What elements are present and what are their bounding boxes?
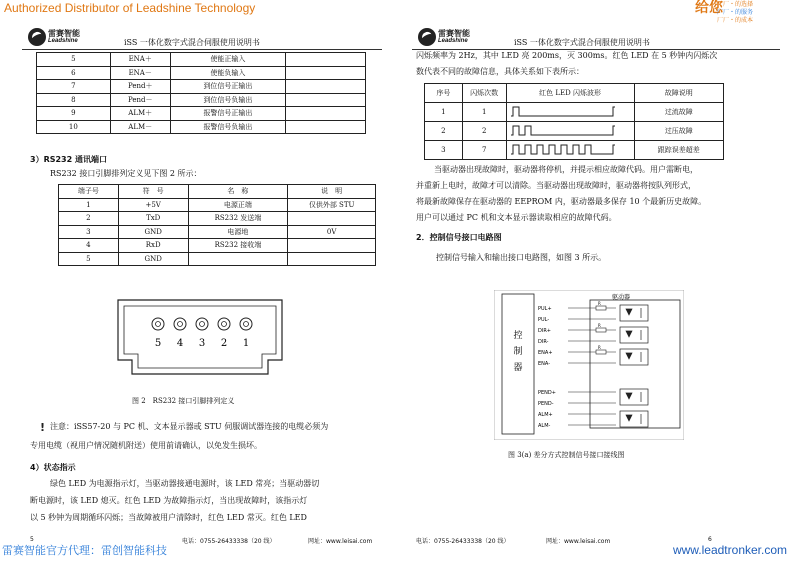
section-rs232-title: 3）RS232 通讯端口: [30, 155, 107, 164]
table-cell: [188, 252, 288, 266]
table-cell: GND: [118, 252, 188, 266]
optocoupler-diode: [626, 414, 641, 424]
table-cell: 到位信号负输出: [170, 93, 286, 107]
table-cell: [286, 120, 366, 134]
connector-pin-core: [200, 322, 205, 327]
signal-label: ENA+: [538, 350, 553, 356]
logo-icon: [28, 28, 46, 46]
footer-website: 网址：www.leisai.com: [546, 538, 611, 545]
table-row: [37, 107, 366, 121]
slogan-line: 厂厂・的服务: [717, 10, 754, 16]
led-waveform: [509, 123, 631, 138]
status-line-2: 断电源时，该 LED 熄灭。红色 LED 为故障指示灯，当出现故障时，该指示灯: [30, 496, 308, 505]
table-row: [425, 103, 724, 122]
signal-pin-table: [36, 52, 366, 134]
table-cell: 2: [462, 122, 506, 141]
table-row: [59, 198, 376, 212]
slogan-line: 厂厂・的成本: [717, 18, 754, 24]
resistor: [596, 328, 606, 332]
table-row: [59, 212, 376, 226]
table-cell: 2: [59, 212, 119, 226]
table-cell: 8: [37, 93, 111, 107]
connector-pin-number: 2: [220, 338, 228, 349]
optocoupler: [620, 349, 648, 365]
rs232-pin-table: [58, 184, 376, 266]
logo-cn-text: 雷赛智能: [48, 29, 80, 38]
table-row: [59, 252, 376, 266]
table-cell: 5: [59, 252, 119, 266]
table-row: [425, 141, 724, 160]
led-waveform: [509, 142, 631, 157]
table-cell: 3: [425, 141, 463, 160]
page-header: [412, 26, 780, 50]
figure-3a-caption: 图 3(a) 差分方式控制信号接口接线图: [508, 451, 625, 459]
resistor: [596, 306, 606, 310]
fault-para-line-4: 用户可以通过 PC 机和文本显示器读取相应的故障代码。: [416, 213, 617, 222]
page-number: 6: [708, 536, 712, 543]
table-cell: 4: [59, 239, 119, 253]
signal-label: PUL+: [538, 306, 552, 312]
figure-2-caption: 图 2 RS232 接口引脚排列定义: [132, 397, 235, 405]
table-cell: ALM－: [110, 120, 170, 134]
table-cell: [288, 239, 376, 253]
table-cell: 报警信号负输出: [170, 120, 286, 134]
table-header: 端子号: [59, 185, 119, 199]
optocoupler-diode: [626, 330, 641, 340]
signal-label: DIR-: [538, 339, 549, 345]
table-row: [37, 93, 366, 107]
table-cell: +5V: [118, 198, 188, 212]
note-line-1: 注意：iSS57-20 与 PC 机、文本显示器或 STU 伺服调试器连接的电缆必须为: [50, 422, 329, 431]
connector-pin-number: 4: [176, 338, 184, 349]
led-waveform: [509, 104, 631, 119]
table-row: [37, 120, 366, 134]
slogan-line: 厂厂・的选择: [717, 2, 754, 8]
table-cell: 报警信号正输出: [170, 107, 286, 121]
table-row: [37, 66, 366, 80]
table-cell: 过压故障: [634, 122, 723, 141]
doc-title: iSS 一体化数字式混合伺服使用说明书: [124, 38, 260, 47]
connector-pin: [196, 318, 208, 330]
table-cell: 电源正端: [188, 198, 288, 212]
connector-pin-core: [244, 322, 249, 327]
connector-pin: [240, 318, 252, 330]
table-cell: [286, 80, 366, 94]
brand-mark: 给您: [695, 0, 723, 16]
led-waveform-cell: [506, 141, 634, 160]
table-cell: 2: [425, 122, 463, 141]
table-cell: ENA＋: [110, 53, 170, 67]
table-cell: RS232 发送端: [188, 212, 288, 226]
table-cell: Pend＋: [110, 80, 170, 94]
optocoupler: [620, 389, 648, 405]
official-agent-text: 雷赛智能官方代理：雷创智能科技: [2, 544, 167, 557]
control-signal-intro: 控制信号输入和输出接口电路图，如图 3 所示。: [436, 253, 607, 262]
table-cell: ENA－: [110, 66, 170, 80]
table-header: 故障说明: [634, 84, 723, 103]
resistor: [596, 350, 606, 354]
driver-label: 驱动器: [612, 294, 631, 301]
warning-icon: !: [40, 421, 46, 434]
table-cell: 电源地: [188, 225, 288, 239]
connector-pin: [174, 318, 186, 330]
table-cell: 使能正输入: [170, 53, 286, 67]
resistor-label: R: [598, 345, 601, 350]
table-cell: 10: [37, 120, 111, 134]
table-row: [59, 225, 376, 239]
leadshine-logo: [418, 28, 488, 48]
connector-pin-core: [156, 322, 161, 327]
connector-pin-number: 5: [154, 338, 162, 349]
footer-phone: 电话：0755-26433338（20 线）: [182, 538, 276, 545]
control-interface-circuit: [494, 290, 684, 440]
table-header: 名 称: [188, 185, 288, 199]
table-cell: 0V: [288, 225, 376, 239]
rs232-connector-diagram: [110, 294, 290, 394]
table-cell: 6: [37, 66, 111, 80]
table-cell: 到位信号正输出: [170, 80, 286, 94]
table-cell: [286, 66, 366, 80]
table-cell: Pend－: [110, 93, 170, 107]
table-row: [425, 122, 724, 141]
fault-para-line-1: 当驱动器出现故障时，驱动器将停机，并提示相应故障代码。用户需断电，: [434, 165, 698, 174]
logo-en-text: Leadshine: [48, 38, 78, 44]
table-cell: [288, 212, 376, 226]
fault-para-line-2: 并重新上电时，故障才可以清除。当驱动器出现故障时，驱动器将按队列形式，: [416, 181, 696, 190]
connector-pin-core: [222, 322, 227, 327]
table-cell: 3: [59, 225, 119, 239]
brand-slogans: [717, 1, 753, 25]
connector-pin: [218, 318, 230, 330]
table-cell: [286, 93, 366, 107]
table-cell: 5: [37, 53, 111, 67]
connector-pin-core: [178, 322, 183, 327]
optocoupler: [620, 327, 648, 343]
table-cell: [286, 107, 366, 121]
logo-icon: [418, 28, 436, 46]
table-cell: [288, 252, 376, 266]
logo-en-text: Leadshine: [438, 38, 468, 44]
table-header: 说 明: [288, 185, 376, 199]
table-header: 序号: [425, 84, 463, 103]
table-cell: ALM＋: [110, 107, 170, 121]
note-line-2: 专用电缆（视用户情况随机附送）使用前请确认，以免发生损坏。: [30, 441, 262, 450]
table-cell: 1: [59, 198, 119, 212]
table-cell: 9: [37, 107, 111, 121]
table-cell: RxD: [118, 239, 188, 253]
page-right: [412, 26, 780, 546]
authorized-distributor-title: Authorized Distributor of Leadshine Technology: [4, 1, 256, 15]
connector-pin-number: 3: [198, 338, 206, 349]
table-row: [37, 53, 366, 67]
led-intro-line-2: 数代表不同的故障信息，具体关系如下表所示：: [416, 67, 584, 76]
table-cell: 使能负输入: [170, 66, 286, 80]
controller-label-char: 器: [513, 363, 523, 373]
controller-label-char: 制: [513, 347, 523, 357]
table-cell: GND: [118, 225, 188, 239]
optocoupler-diode: [626, 352, 641, 362]
page-header: [22, 26, 382, 50]
signal-label: PEND+: [538, 390, 556, 396]
table-row: [37, 80, 366, 94]
table-cell: 1: [425, 103, 463, 122]
signal-label: PEND-: [538, 401, 554, 407]
table-cell: 仅供外部 STU: [288, 198, 376, 212]
optocoupler-diode: [626, 308, 641, 318]
section-control-signal-title: 2．控制信号接口电路图: [416, 233, 502, 242]
connector-pin-number: 1: [242, 338, 250, 349]
resistor-label: R: [598, 301, 601, 306]
page-left: [22, 26, 382, 546]
fault-para-line-3: 将最新故障保存在驱动器的 EEPROM 内，驱动器最多保存 10 个最新历史故障。: [416, 197, 707, 206]
page-number: 5: [30, 536, 34, 543]
footer-phone: 电话：0755-26433338（20 线）: [416, 538, 510, 545]
table-row: [59, 239, 376, 253]
controller-label-char: 控: [513, 331, 523, 341]
signal-label: ENA-: [538, 361, 551, 367]
table-cell: 7: [462, 141, 506, 160]
section-status-title: 4）状态指示: [30, 463, 76, 472]
table-cell: 1: [462, 103, 506, 122]
table-header: 符 号: [118, 185, 188, 199]
logo-cn-text: 雷赛智能: [438, 29, 470, 38]
table-cell: 7: [37, 80, 111, 94]
optocoupler-diode: [626, 392, 641, 402]
table-header: 红色 LED 闪烁波形: [506, 84, 634, 103]
led-fault-table: [424, 83, 724, 160]
led-waveform-cell: [506, 103, 634, 122]
signal-label: ALM+: [538, 412, 553, 418]
distributor-website-link[interactable]: www.leadtronker.com: [672, 543, 787, 557]
table-cell: TxD: [118, 212, 188, 226]
table-cell: RS232 接收端: [188, 239, 288, 253]
signal-label: ALM-: [538, 423, 551, 429]
connector-pin: [152, 318, 164, 330]
table-cell: 跟踪误差超差: [634, 141, 723, 160]
table-cell: 过流故障: [634, 103, 723, 122]
table-header: 闪烁次数: [462, 84, 506, 103]
led-waveform-cell: [506, 122, 634, 141]
status-line-3: 以 5 秒钟为周期循环闪烁；当故障被用户清除时，红色 LED 常灭。红色 LED: [30, 513, 307, 522]
signal-label: PUL-: [538, 317, 550, 323]
top-banner: [0, 0, 793, 24]
optocoupler: [620, 305, 648, 321]
leadshine-logo: [28, 28, 98, 48]
table-cell: [286, 53, 366, 67]
optocoupler: [620, 411, 648, 427]
signal-label: DIR+: [538, 328, 551, 334]
footer-website: 网址：www.leisai.com: [308, 538, 373, 545]
doc-title: iSS 一体化数字式混合伺服使用说明书: [514, 38, 650, 47]
status-line-1: 绿色 LED 为电源指示灯，当驱动器接通电源时，该 LED 常亮；当驱动器切: [50, 479, 320, 488]
resistor-label: R: [598, 323, 601, 328]
rs232-intro: RS232 接口引脚排列定义见下图 2 所示：: [50, 169, 202, 178]
led-intro-line-1: 闪烁频率为 2Hz，其中 LED 亮 200ms，灭 300ms。红色 LED 在 5 秒钟内闪烁次: [416, 51, 718, 60]
